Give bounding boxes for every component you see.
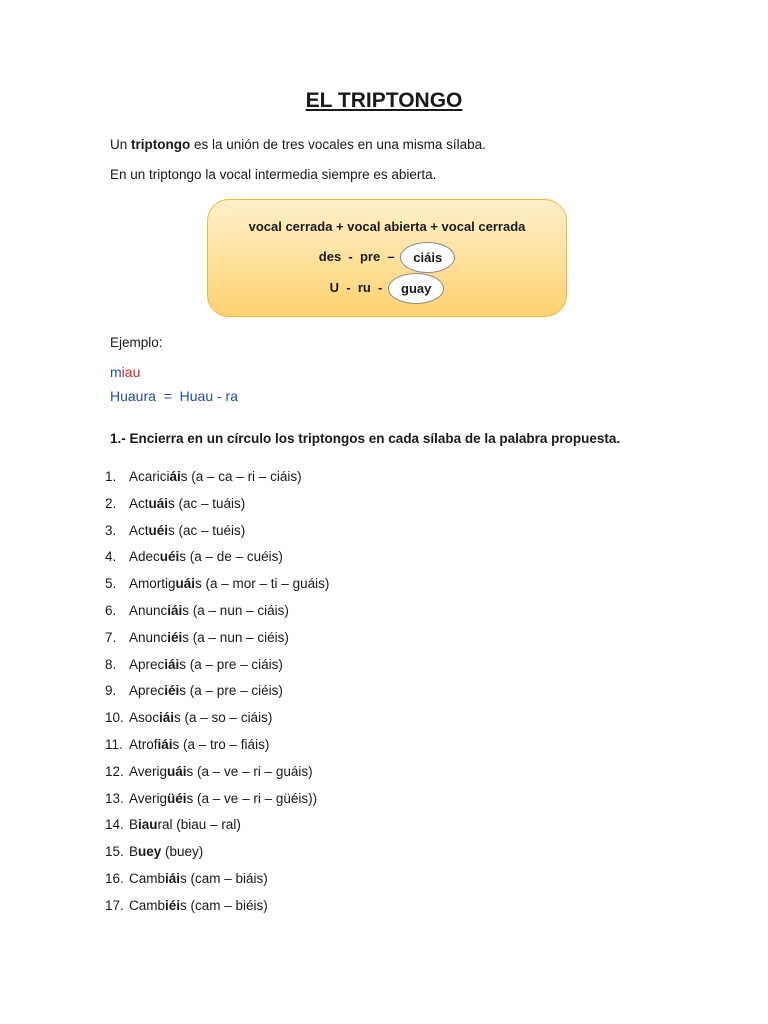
example-word-1 xyxy=(110,364,140,380)
triptongo-highlight: uéi xyxy=(159,549,180,565)
triptongo-highlight: üéi xyxy=(167,790,187,806)
example-word-1-part-a: m xyxy=(110,364,122,380)
word-syllables: s (a – ve – ri – güéis)) xyxy=(186,790,318,806)
formula-text: vocal cerrada + vocal abierta + vocal cerrada xyxy=(248,219,526,234)
list-item xyxy=(105,708,329,735)
list-item xyxy=(105,681,329,708)
triptongo-highlight: ái xyxy=(169,469,181,484)
triptongo-highlight: uái xyxy=(167,763,187,779)
triptongo-highlight: iái xyxy=(167,602,183,618)
triptongo-highlight: iau xyxy=(138,817,158,833)
word-syllables: s (a – pre – ciáis) xyxy=(179,656,283,672)
list-item xyxy=(105,842,329,869)
word-start: Anunc xyxy=(129,629,168,645)
page-title: EL TRIPTONGO xyxy=(305,89,463,112)
word-start: Atrof xyxy=(129,736,158,752)
list-item xyxy=(105,815,329,842)
word-start: Act xyxy=(129,495,149,511)
list-item xyxy=(105,467,329,494)
word-start: Anunc xyxy=(129,602,168,618)
word-start: Act xyxy=(129,522,149,538)
word-syllables: s (a – nun – ciéis) xyxy=(182,629,289,645)
list-number: 6. xyxy=(105,602,117,618)
triptongo-highlight: uái xyxy=(175,576,196,592)
example-word-1-part-b: iau xyxy=(121,364,141,380)
word-syllables: s (a – de – cuéis) xyxy=(179,549,283,565)
list-item xyxy=(105,789,329,816)
list-number: 8. xyxy=(105,656,117,672)
word-start: B xyxy=(129,817,139,833)
definition-paragraph xyxy=(110,137,486,152)
word-syllables: s (a – mor – ti – guáis) xyxy=(195,576,330,592)
triptongo-highlight: uái xyxy=(148,495,169,511)
word-syllables: s (a – so – ciáis) xyxy=(174,710,273,726)
word-start: Amortig xyxy=(129,576,176,592)
example-line-2 xyxy=(208,273,566,304)
list-number: 16. xyxy=(105,870,124,886)
example-1-circled: ciáis xyxy=(400,242,455,273)
list-number: 15. xyxy=(105,844,124,860)
list-item xyxy=(105,869,329,896)
triptongo-highlight: iéi xyxy=(167,629,183,645)
list-item xyxy=(105,735,329,762)
triptongo-highlight: uey xyxy=(138,844,162,860)
task-instruction: 1.- Encierra en un círculo los triptongos en cada sílaba de la palabra propuesta. xyxy=(110,431,621,446)
list-number: 17. xyxy=(105,897,124,913)
word-syllables: s (cam – biáis) xyxy=(180,870,268,886)
list-number: 11. xyxy=(105,736,123,752)
example-1-syllables: des - pre – xyxy=(318,248,395,264)
rule-paragraph: En un triptongo la vocal intermedia siempre es abierta. xyxy=(110,167,437,182)
list-number: 13. xyxy=(105,790,124,806)
list-item xyxy=(105,547,329,574)
word-start: Averig xyxy=(129,763,168,779)
list-item xyxy=(105,762,329,789)
triptongo-highlight: uéi xyxy=(148,522,169,538)
word-start: Asoc xyxy=(129,710,160,726)
list-number: 12. xyxy=(105,763,124,779)
list-number: 1. xyxy=(105,469,117,484)
list-item xyxy=(105,574,329,601)
example-2-circled: guay xyxy=(388,273,444,304)
list-item xyxy=(105,896,329,923)
word-syllables: s (ac – tuéis) xyxy=(168,522,246,538)
triptongo-highlight: iái xyxy=(159,710,175,726)
example-label: Ejemplo: xyxy=(110,335,163,350)
list-number: 14. xyxy=(105,817,124,833)
triptongo-highlight: iéi xyxy=(164,683,180,699)
word-start: Acarici xyxy=(129,469,170,484)
word-list xyxy=(105,467,329,923)
list-number: 4. xyxy=(105,549,117,565)
list-number: 2. xyxy=(105,495,117,511)
word-syllables: (buey) xyxy=(161,844,204,860)
word-start: Aprec xyxy=(129,656,165,672)
word-syllables: s (a – nun – ciáis) xyxy=(182,602,289,618)
list-item xyxy=(105,521,329,548)
list-item xyxy=(105,655,329,682)
triptongo-highlight: iái xyxy=(157,736,173,752)
definition-prefix: Un xyxy=(110,137,132,152)
triptongo-highlight: iái xyxy=(165,870,181,886)
triptongo-highlight: iái xyxy=(164,656,180,672)
word-start: Averig xyxy=(129,790,168,806)
formula-box xyxy=(207,199,567,317)
list-number: 3. xyxy=(105,522,117,538)
example-line-1 xyxy=(208,242,566,273)
list-number: 9. xyxy=(105,683,117,699)
word-syllables: s (cam – biéis) xyxy=(180,897,268,913)
list-number: 10. xyxy=(105,710,124,726)
list-number: 7. xyxy=(105,629,117,645)
list-number: 5. xyxy=(105,576,117,592)
list-item xyxy=(105,494,329,521)
word-start: Aprec xyxy=(129,683,165,699)
list-item xyxy=(105,601,329,628)
definition-term: triptongo xyxy=(131,137,191,152)
example-2-syllables: U - ru - xyxy=(329,279,383,295)
word-syllables: s (ac – tuáis) xyxy=(168,495,246,511)
word-syllables: s (a – tro – fiáis) xyxy=(172,736,270,752)
definition-suffix: es la unión de tres vocales en una misma sílaba. xyxy=(190,137,486,152)
word-syllables: s (a – ca – ri – ciáis) xyxy=(180,469,302,484)
word-start: Adec xyxy=(129,549,160,565)
word-syllables: s (a – pre – ciéis) xyxy=(179,683,283,699)
example-word-2: Huaura = Huau - ra xyxy=(110,388,239,404)
word-syllables: s (a – ve – ri – guáis) xyxy=(186,763,313,779)
word-start: Camb xyxy=(129,870,166,886)
word-start: B xyxy=(129,844,139,860)
word-start: Camb xyxy=(129,897,166,913)
list-item xyxy=(105,628,329,655)
word-syllables: ral (biau – ral) xyxy=(157,817,241,833)
triptongo-highlight: iéi xyxy=(165,897,181,913)
